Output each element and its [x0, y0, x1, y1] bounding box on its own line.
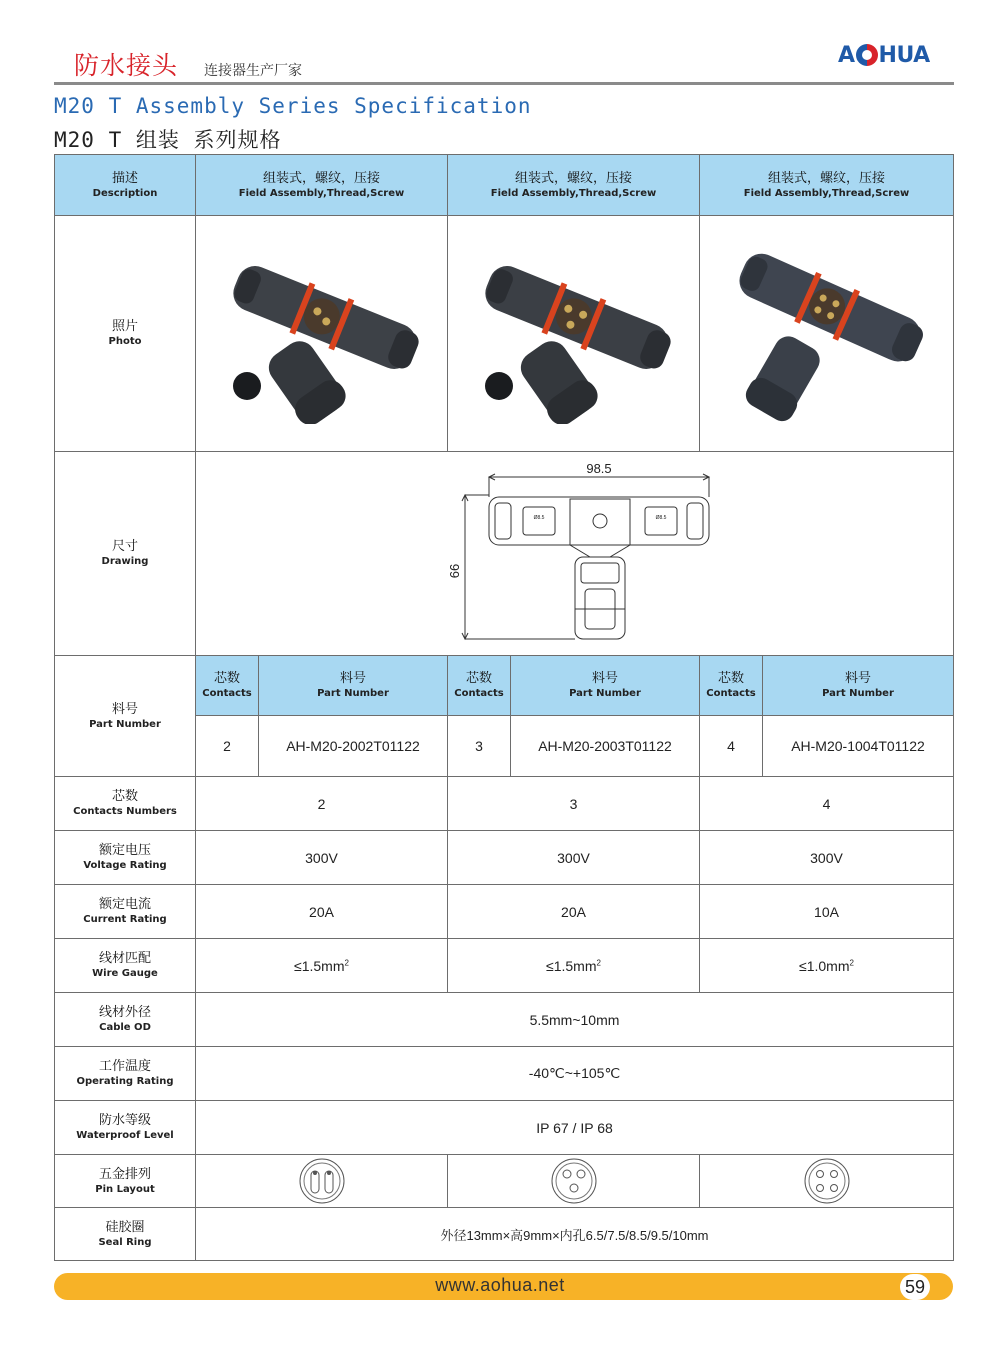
label-waterproof-level: 防水等级 Waterproof Level	[55, 1101, 196, 1155]
operating-value: -40℃~+105℃	[196, 1047, 954, 1101]
description-cell: 组装式，螺纹，压接 Field Assembly,Thread,Screw	[448, 155, 700, 216]
label-photo: 照片 Photo	[55, 216, 196, 452]
row-photo	[55, 216, 954, 452]
label-wire-gauge: 线材匹配 Wire Gauge	[55, 939, 196, 993]
spec-title-cn: M20 T 组装 系列规格	[54, 128, 282, 152]
subheader-part-number: 料号 Part Number	[259, 656, 448, 716]
contacts-number-value: 4	[700, 777, 954, 831]
row-drawing	[55, 452, 954, 656]
logo-text-a: A	[838, 42, 855, 68]
label-description: 描述 Description	[55, 155, 196, 216]
contacts-value: 3	[448, 716, 511, 777]
subheader-contacts: 芯数 Contacts	[448, 656, 511, 716]
contacts-number-value: 3	[448, 777, 700, 831]
pin-layout-3pin	[448, 1155, 700, 1208]
product-photo-2pin	[196, 216, 448, 452]
part-number-value: AH-M20-2002T01122	[259, 716, 448, 777]
voltage-value: 300V	[196, 831, 448, 885]
pin-layout-3-icon	[550, 1157, 598, 1205]
row-waterproof-level	[55, 1101, 954, 1155]
part-number-value: AH-M20-2003T01122	[511, 716, 700, 777]
current-value: 20A	[448, 885, 700, 939]
product-photo-4pin	[700, 216, 954, 452]
pin-layout-2-icon	[298, 1157, 346, 1205]
row-part-number-header	[55, 656, 954, 716]
label-contacts-numbers: 芯数 Contacts Numbers	[55, 777, 196, 831]
row-wire-gauge	[55, 939, 954, 993]
header-divider	[54, 82, 954, 85]
row-voltage-rating	[55, 831, 954, 885]
pin-layout-4pin	[700, 1155, 954, 1208]
contacts-number-value: 2	[196, 777, 448, 831]
drawing-label-right: Ø8.5	[655, 514, 666, 521]
dimension-drawing	[196, 452, 954, 656]
t-connector-image	[712, 244, 942, 424]
row-pin-layout	[55, 1155, 954, 1208]
row-seal-ring	[55, 1208, 954, 1261]
current-value: 10A	[700, 885, 954, 939]
row-current-rating	[55, 885, 954, 939]
subheader-part-number: 料号 Part Number	[763, 656, 954, 716]
logo-o-icon	[856, 44, 878, 66]
seal-ring-value: 外径13mm×高9mm×内孔6.5/7.5/8.5/9.5/10mm	[196, 1208, 954, 1261]
t-connector-drawing	[425, 459, 725, 649]
label-pin-layout: 五金排列 Pin Layout	[55, 1155, 196, 1208]
page-header-subtitle: 连接器生产厂家	[204, 63, 302, 79]
pin-layout-4-icon	[803, 1157, 851, 1205]
contacts-value: 2	[196, 716, 259, 777]
product-photo-3pin	[448, 216, 700, 452]
wire-gauge-value: $\le 1.0mm^2$	[700, 939, 954, 993]
logo-text-hua: HUA	[878, 42, 930, 68]
t-connector-image	[459, 244, 689, 424]
subheader-contacts: 芯数 Contacts	[196, 656, 259, 716]
subheader-part-number: 料号 Part Number	[511, 656, 700, 716]
voltage-value: 300V	[700, 831, 954, 885]
page-number: 59	[900, 1274, 930, 1300]
spec-table	[54, 154, 954, 1261]
contacts-value: 4	[700, 716, 763, 777]
wire-gauge-value: $\le 1.5mm^2$	[196, 939, 448, 993]
wire-gauge-value: $\le 1.5mm^2$	[448, 939, 700, 993]
row-description	[55, 155, 954, 216]
label-voltage-rating: 额定电压 Voltage Rating	[55, 831, 196, 885]
footer-url: www.aohua.net	[435, 1275, 565, 1295]
description-cell: 组装式，螺纹，压接 Field Assembly,Thread,Screw	[700, 155, 954, 216]
label-current-rating: 额定电流 Current Rating	[55, 885, 196, 939]
height-dimension: 66	[446, 563, 462, 578]
row-cable-od	[55, 993, 954, 1047]
label-operating-rating: 工作温度 Operating Rating	[55, 1047, 196, 1101]
aohua-logo	[838, 38, 930, 72]
row-operating-rating	[55, 1047, 954, 1101]
part-number-value: AH-M20-1004T01122	[763, 716, 954, 777]
waterproof-value: IP 67 / IP 68	[196, 1101, 954, 1155]
row-contacts-numbers	[55, 777, 954, 831]
label-part-number: 料号 Part Number	[55, 656, 196, 777]
width-dimension: 98.5	[585, 460, 612, 476]
description-cell: 组装式，螺纹，压接 Field Assembly,Thread,Screw	[196, 155, 448, 216]
voltage-value: 300V	[448, 831, 700, 885]
label-drawing: 尺寸 Drawing	[55, 452, 196, 656]
spec-title-en: M20 T Assembly Series Specification	[54, 94, 532, 118]
current-value: 20A	[196, 885, 448, 939]
label-cable-od: 线材外径 Cable OD	[55, 993, 196, 1047]
drawing-label-left: Ø8.5	[533, 514, 544, 521]
subheader-contacts: 芯数 Contacts	[700, 656, 763, 716]
page-header-title: 防水接头	[74, 51, 179, 80]
cable-od-value: 5.5mm~10mm	[196, 993, 954, 1047]
label-seal-ring: 硅胶圈 Seal Ring	[55, 1208, 196, 1261]
pin-layout-2pin	[196, 1155, 448, 1208]
t-connector-image	[207, 244, 437, 424]
